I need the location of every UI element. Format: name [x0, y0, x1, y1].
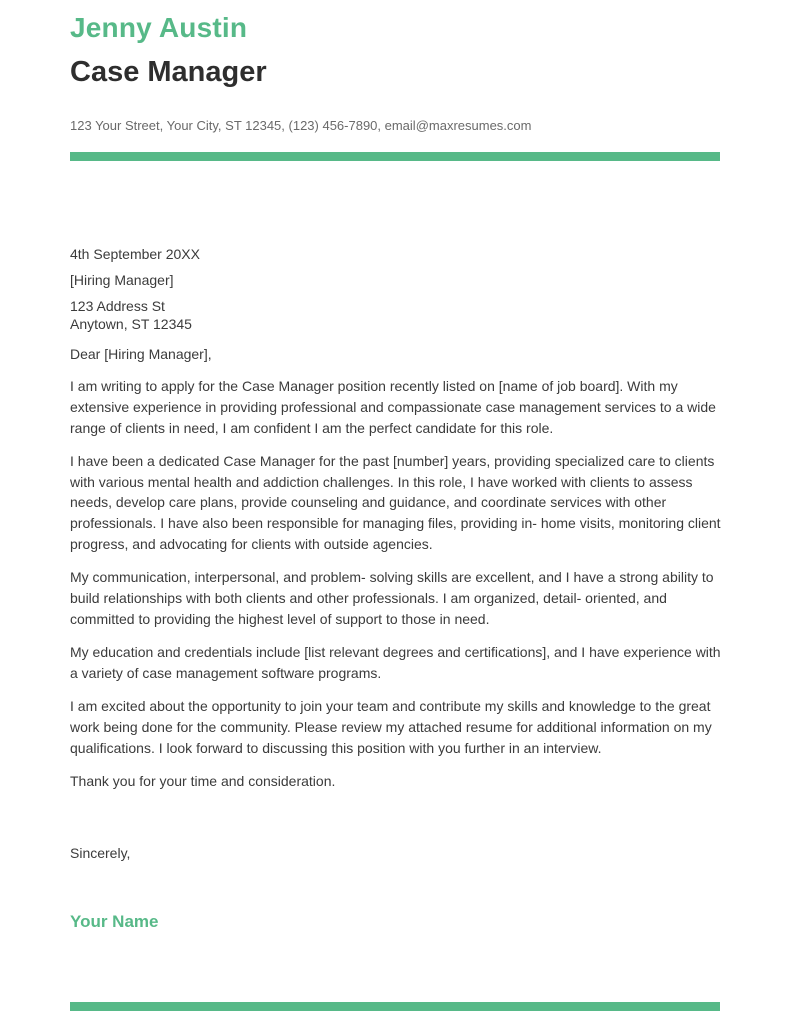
footer-divider — [70, 1002, 720, 1011]
salutation: Dear [Hiring Manager], — [70, 346, 212, 362]
applicant-name: Jenny Austin — [70, 12, 248, 43]
contact-info: 123 Your Street, Your City, ST 12345, (123) 456-7890, email@maxresumes.com — [70, 118, 532, 133]
body-paragraph: I am writing to apply for the Case Manager position recently listed on [name of job board]. With my extensive experience in providing professional and compassionate case management services to a wide range of clients in need, I am confident I am the perfect candidate for this role. — [70, 378, 716, 436]
body-paragraph: I have been a dedicated Case Manager for the past [number] years, providing specialized care to clients with various mental health and addiction challenges. In this role, I have worked with clients to assess needs, develop care plans, provide counseling and guidance, and coordinate services with other professionals. I have also been responsible for managing files, providing in- home visits, monitoring client progress, and advocating for clients with outside agencies. — [70, 452, 721, 553]
body-paragraph: Thank you for your time and consideration. — [70, 773, 336, 790]
body-paragraph: My education and credentials include [list relevant degrees and certifications], and I have experience with a variety of case management software programs. — [70, 644, 721, 682]
closing: Sincerely, — [70, 845, 131, 861]
letter-date: 4th September 20XX — [70, 246, 200, 262]
job-title: Case Manager — [70, 56, 267, 88]
signature-name: Your Name — [70, 912, 159, 931]
recipient-address-line2: Anytown, ST 12345 — [70, 316, 192, 332]
body-paragraph: I am excited about the opportunity to join your team and contribute my skills and knowledge to the great work being done for the community. Please review my attached resume for additional information on my qualifications. I look forward to discussing this position with you further in an interview. — [70, 698, 712, 756]
header-divider — [70, 152, 720, 161]
recipient-name: [Hiring Manager] — [70, 272, 174, 288]
body-paragraph: My communication, interpersonal, and problem- solving skills are excellent, and I have a strong ability to build relationships with both clients and other professionals. I am organized, detail- oriented, and committed to providing the highest level of support to those in need. — [70, 569, 714, 627]
recipient-address-line1: 123 Address St — [70, 298, 165, 314]
letter-body — [70, 376, 722, 805]
